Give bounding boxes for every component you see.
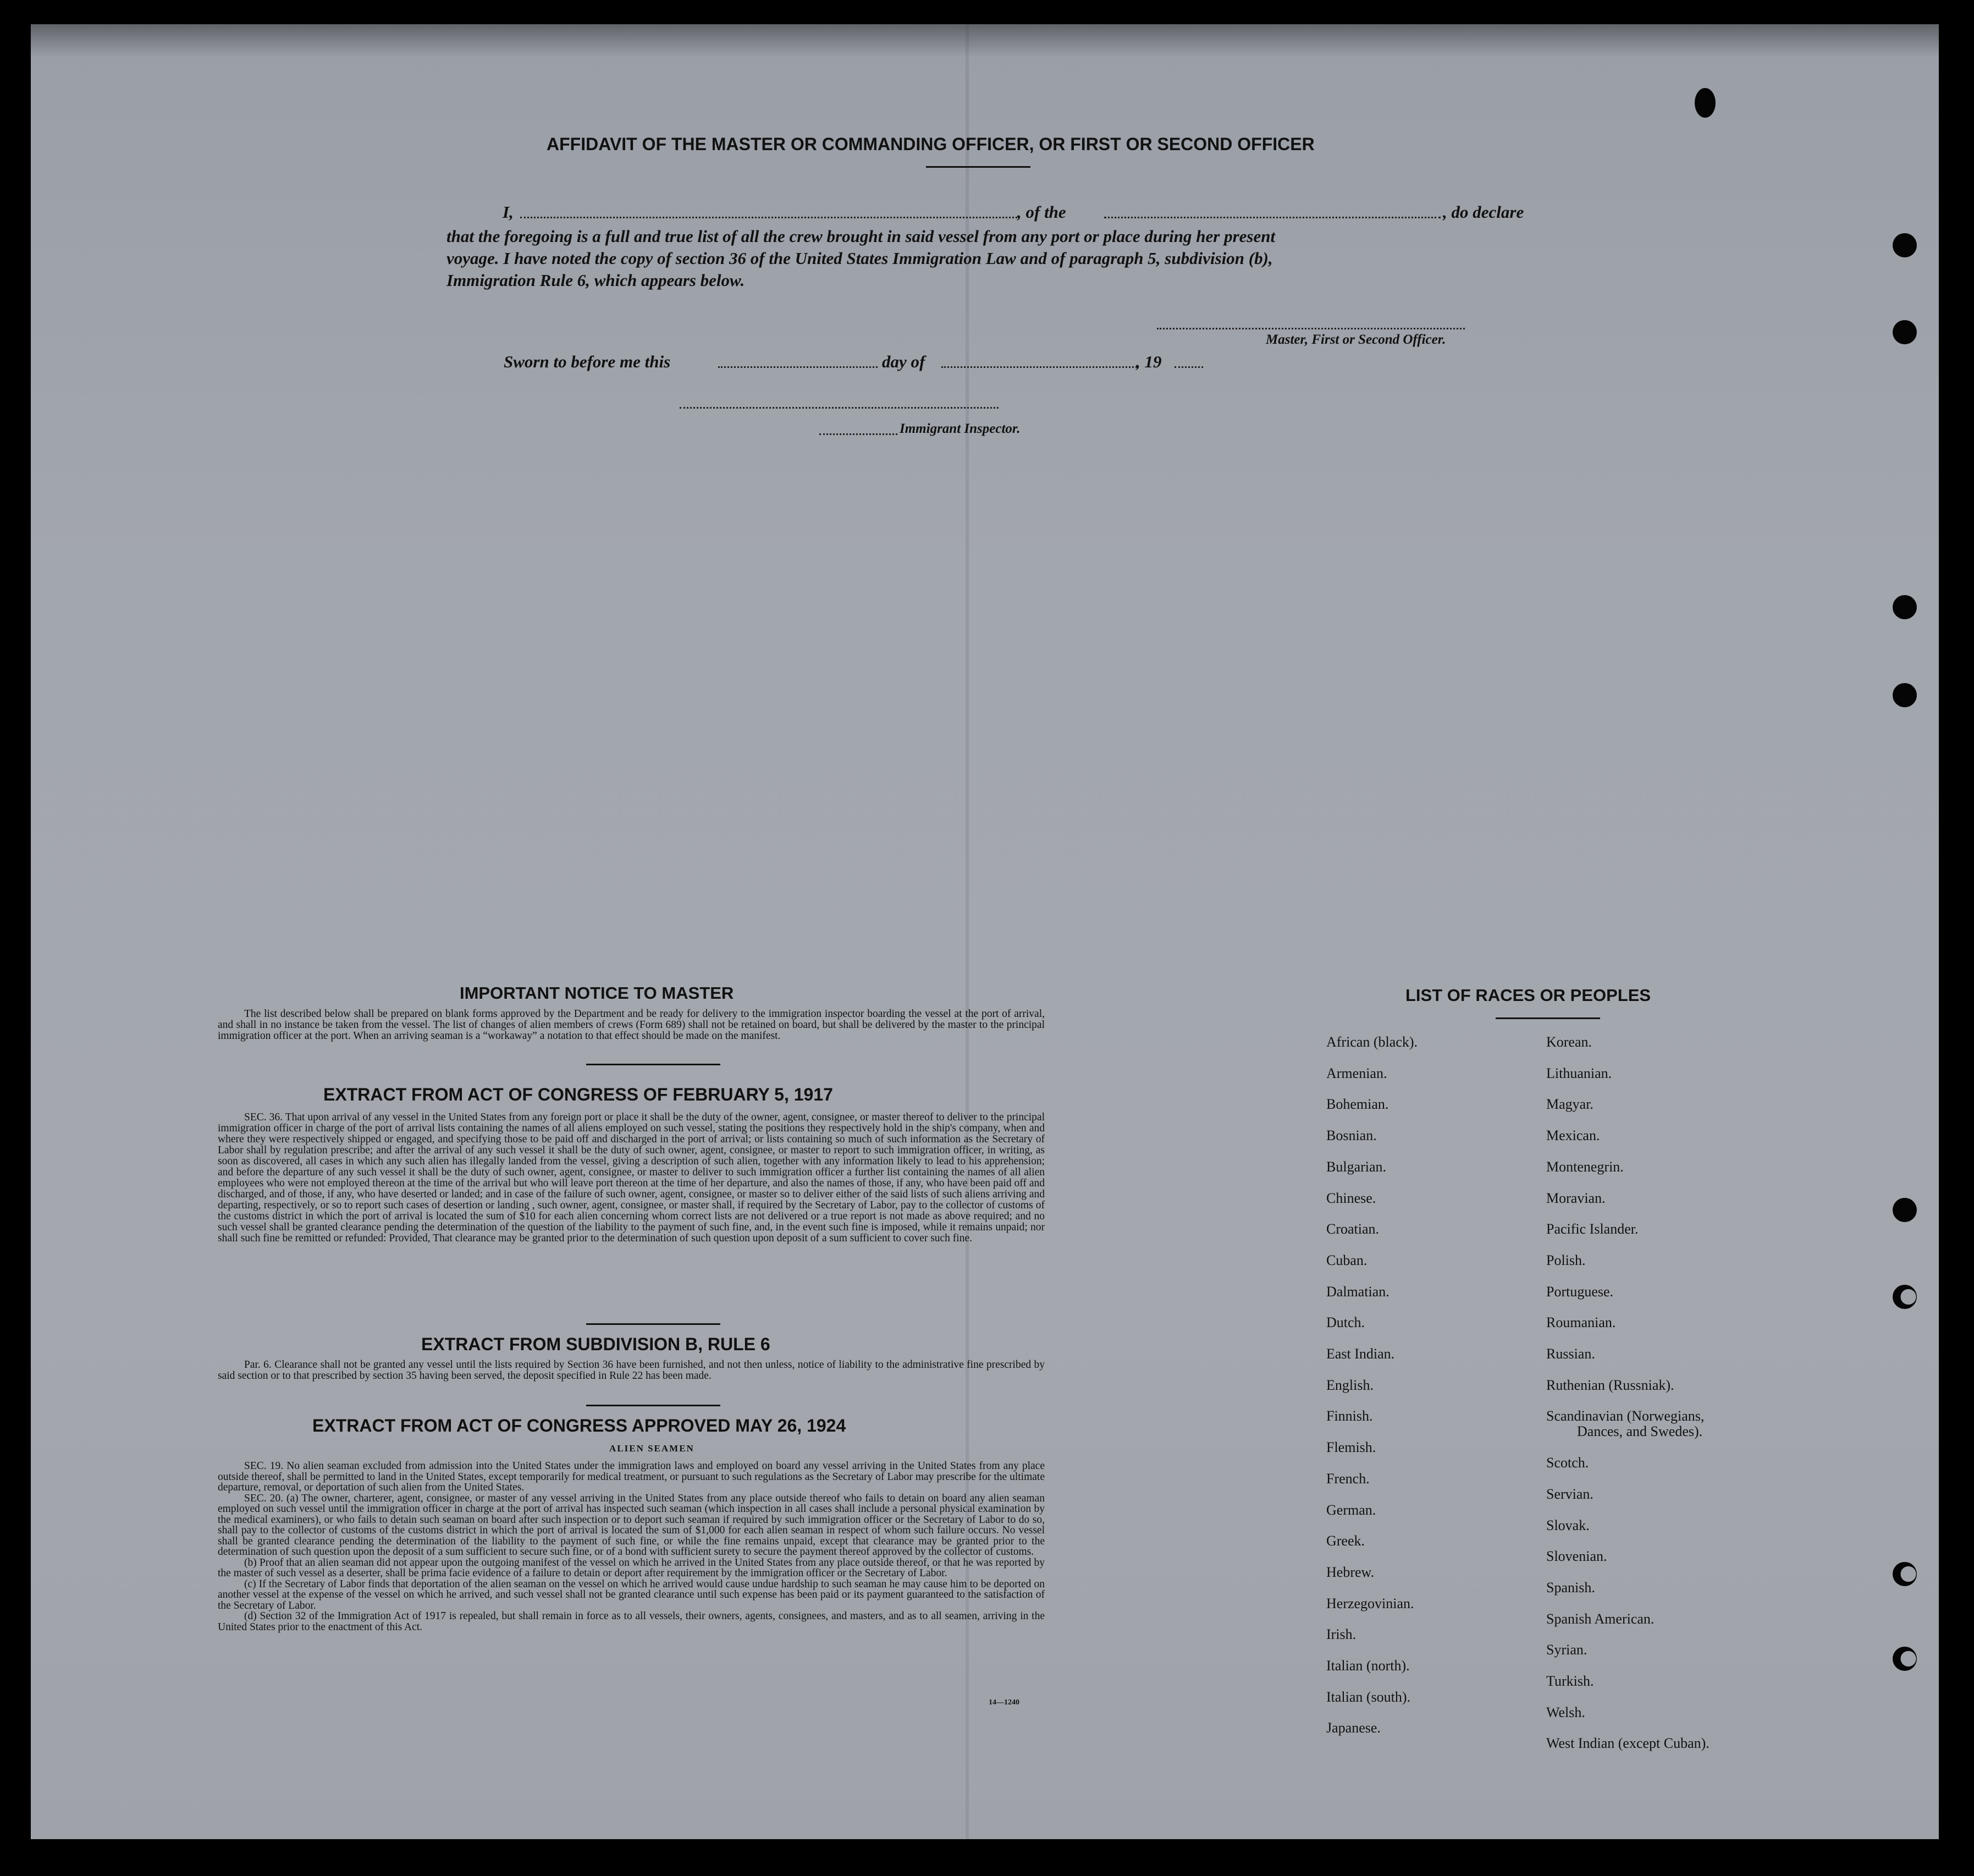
race-item: Dances, and Swedes). bbox=[1577, 1423, 1703, 1440]
race-item: Spanish. bbox=[1546, 1579, 1595, 1596]
race-item: Italian (north). bbox=[1326, 1658, 1410, 1674]
race-item: Bosnian. bbox=[1326, 1127, 1377, 1144]
race-item: Russian. bbox=[1546, 1346, 1595, 1362]
sec-20a-paragraph: SEC. 20. (a) The owner, charterer, agent, consignee, or master of any vessel arriving in the United States from any place outside thereof who fails to detain on board any alien seaman employed on such vessel until the immigration officer in charge at the port of arrival has inspected such seaman (which inspection in all cases shall include a personal physical examination by the medical examiners), or who fails to detain such seaman on board after such inspection or to deport such seaman if required by such immigration officer or the Secretary of Labor to do so, shall pay to the collector of customs of the customs district in which the port of arrival is located the sum of $1,000 for each alien seaman in respect of whom such failure occurs. No vessel shall be granted clearance pending the determination of the liability to the payment of such fine, or while the fine remains unpaid, except that clearance may be granted prior to the determination of such question upon the deposit of a sum sufficient to secure such fine, or of a bond with sufficient surety to secure the payment thereof approved by the collector of customs. bbox=[218, 1492, 1045, 1558]
name-blank[interactable] bbox=[520, 217, 1017, 218]
inspector-label: Immigrant Inspector. bbox=[900, 421, 1021, 436]
race-item: Scotch. bbox=[1546, 1455, 1589, 1471]
race-item: Turkish. bbox=[1546, 1673, 1594, 1689]
race-item: German. bbox=[1326, 1501, 1376, 1518]
extract-rule6-title: EXTRACT FROM SUBDIVISION B, RULE 6 bbox=[421, 1334, 770, 1354]
race-item: East Indian. bbox=[1326, 1346, 1395, 1362]
binder-hole bbox=[1893, 1285, 1917, 1309]
race-item: Ruthenian (Russniak). bbox=[1546, 1377, 1674, 1393]
binder-hole bbox=[1893, 595, 1917, 619]
notice-rule bbox=[586, 1064, 720, 1065]
sec-19-paragraph: SEC. 19. No alien seaman excluded from admission into the United States under the immigration laws and employed on board any vessel arriving in the United States from any place outside thereof, shall be permitted to land in the United States, except temporarily for medical treatment, or pursuant to such regulations as the Secretary of Labor may prescribe for the ultimate departure, removal, or deportation of such alien from the United States. bbox=[218, 1460, 1045, 1493]
affidavit-line-3: voyage. I have noted the copy of section 36 of the United States Immigration Law and of paragraph 5, subdivision (b), bbox=[446, 249, 1273, 268]
binder-hole bbox=[1893, 320, 1917, 344]
race-item: Pacific Islander. bbox=[1546, 1221, 1639, 1237]
signature-line[interactable] bbox=[1157, 328, 1465, 329]
notice-title: IMPORTANT NOTICE TO MASTER bbox=[460, 983, 734, 1003]
races-title: LIST OF RACES OR PEOPLES bbox=[1405, 986, 1651, 1005]
race-item: Croatian. bbox=[1326, 1221, 1380, 1237]
affidavit-line-4: Immigration Rule 6, which appears below. bbox=[446, 271, 745, 290]
race-item: Bulgarian. bbox=[1326, 1158, 1387, 1175]
race-item: Chinese. bbox=[1326, 1190, 1376, 1206]
sworn-day-blank[interactable] bbox=[718, 366, 878, 368]
sec-20d-paragraph: (d) Section 32 of the Immigration Act of 1917 is repealed, but shall remain in force as to all vessels, their owners, agents, consignees, and masters, and as to all seamen, arriving in the United States prior to the enactment of this Act. bbox=[218, 1610, 1045, 1633]
affidavit-of-the: , of the bbox=[1017, 202, 1066, 222]
affidavit-title: AFFIDAVIT OF THE MASTER OR COMMANDING OFFICER, OR FIRST OR SECOND OFFICER bbox=[547, 134, 1315, 154]
race-item: Bohemian. bbox=[1326, 1096, 1389, 1113]
form-number: 14—1240 bbox=[989, 1698, 1019, 1707]
binder-hole bbox=[1893, 1198, 1917, 1222]
affidavit-title-rule bbox=[926, 166, 1030, 168]
extract-1917-title: EXTRACT FROM ACT OF CONGRESS OF FEBRUARY 5, 1917 bbox=[323, 1085, 833, 1104]
extract-rule6-rule bbox=[586, 1405, 720, 1406]
race-item: Korean. bbox=[1546, 1034, 1592, 1050]
race-item: Finnish. bbox=[1326, 1408, 1373, 1424]
affidavit-do-declare: , do declare bbox=[1443, 202, 1524, 222]
extract-1924-title: EXTRACT FROM ACT OF CONGRESS APPROVED MAY 26, 1924 bbox=[312, 1416, 846, 1435]
extract-1917-rule bbox=[586, 1323, 720, 1325]
affidavit-i: I, bbox=[503, 202, 514, 222]
binder-hole bbox=[1893, 233, 1917, 257]
vessel-blank[interactable] bbox=[1104, 217, 1441, 218]
race-item: West Indian (except Cuban). bbox=[1546, 1735, 1710, 1752]
race-item: French. bbox=[1326, 1470, 1370, 1487]
race-item: Moravian. bbox=[1546, 1190, 1606, 1206]
sworn-year-blank[interactable] bbox=[1175, 366, 1203, 368]
binder-hole bbox=[1893, 683, 1917, 707]
race-item: Syrian. bbox=[1546, 1642, 1587, 1658]
race-item: Roumanian. bbox=[1546, 1314, 1616, 1331]
race-item: Flemish. bbox=[1326, 1439, 1376, 1456]
inspector-short-line[interactable] bbox=[819, 433, 897, 435]
race-item: Cuban. bbox=[1326, 1252, 1368, 1268]
sworn-prefix: Sworn to before me this bbox=[504, 352, 671, 371]
races-title-rule bbox=[1496, 1017, 1600, 1019]
race-item: Scandinavian (Norwegians, bbox=[1546, 1408, 1705, 1424]
binder-hole bbox=[1893, 1562, 1917, 1586]
race-item: Polish. bbox=[1546, 1252, 1586, 1268]
extract-1924-subtitle: ALIEN SEAMEN bbox=[609, 1443, 694, 1454]
extract-rule6-text: Par. 6. Clearance shall not be granted any vessel until the lists required by Section 36 have been furnished, and not then unless, notice of liability to the administrative fine prescribed by said section or to that prescribed by section 35 having been served, the deposit specified in Rule 22 has been made. bbox=[218, 1359, 1045, 1382]
sworn-year: , 19 bbox=[1136, 352, 1162, 371]
race-item: Montenegrin. bbox=[1546, 1158, 1624, 1175]
sec-20b-paragraph: (b) Proof that an alien seaman did not appear upon the outgoing manifest of the vessel on which he arrived in the United States from any place outside thereof, or that he was reported by the master of such vessel as a deserter, shall be prima facie evidence of a failure to detain or deport after requirement by the immigration officer or the Secretary of Labor. bbox=[218, 1556, 1045, 1579]
race-item: Servian. bbox=[1546, 1486, 1593, 1502]
race-item: African (black). bbox=[1326, 1034, 1418, 1050]
sworn-day-of: day of bbox=[882, 352, 925, 371]
extract-1917-text: SEC. 36. That upon arrival of any vessel in the United States from any foreign port or place it shall be the duty of the owner, agent, consignee, or master thereof to deliver to the principal immigration officer in charge of the port of arrival lists containing the names of all aliens employed on such vessel, stating the positions they respectively hold in the ship's company, when and where they were respectively shipped or engaged, and specifying those to be paid off and discharged in the port of arrival; or lists containing so much of such information as the Secretary of Labor shall by regulation prescribe; and after the arrival of any such vessel it shall be the duty of such owner, agent, consignee, or master to report to such immigration officer, in writing, as soon as discovered, all cases in which any such alien has illegally landed from the vessel, giving a description of such alien, together with any information likely to lead to his apprehension; and before the departure of any such vessel it shall be the duty of such owner, agent, consignee, or master to deliver to such immigration officer a further list containing the names of all alien employees who were not employed thereon at the time of the arrival but who will leave port thereon at the time of her departure, and also the names of those, if any, who have been paid off and discharged, and of those, if any, who have deserted or landed; and in case of the failure of such owner, agent, consignee, or master so to deliver either of the said lists of such aliens arriving and departing, respectively, or so to report such cases of desertion or landing , such owner, agent, consignee, or master shall, if required by the Secretary of Labor, pay to the collector of customs of the customs district in which the port of arrival is located the sum of $10 for each alien concerning whom correct lists are not delivered or a true report is not made as above required; and no such vessel shall be granted clearance pending the determination of the question of the liability to the payment of such fine, and, in the event such fine is imposed, while it remains unpaid; nor shall such fine be remitted or refunded: Provided, That clearance may be granted prior to the determination of such question upon deposit of a sum sufficient to cover such fine. bbox=[218, 1112, 1045, 1244]
race-item: Slovenian. bbox=[1546, 1548, 1607, 1565]
race-item: Japanese. bbox=[1326, 1720, 1381, 1736]
race-item: Italian (south). bbox=[1326, 1688, 1411, 1705]
notice-text: The list described below shall be prepared on blank forms approved by the Department and be ready for delivery to the immigration inspector boarding the vessel at the port of arrival, and shall in no instance be taken from the vessel. The list of changes of alien members of crews (Form 689) shall not be retained on board, but shall be delivered by the master to the principal immigration officer at the port. When an arriving seaman is a “workaway” a notation to that effect should be made on the manifest. bbox=[218, 1008, 1045, 1042]
race-item: Dutch. bbox=[1326, 1314, 1365, 1331]
race-item: Slovak. bbox=[1546, 1517, 1590, 1533]
sec-20c-paragraph: (c) If the Secretary of Labor finds that deportation of the alien seaman on the vessel on which he arrived would cause undue hardship to such seaman he may cause him to be deported on another vessel at the expense of the vessel on which he arrived, and such vessel shall not be granted clearance until such expense has been paid or its payment guaranteed to the satisfaction of the Secretary of Labor. bbox=[218, 1578, 1045, 1611]
document-page bbox=[31, 24, 1939, 1839]
race-item: Lithuanian. bbox=[1546, 1065, 1612, 1081]
race-item: Dalmatian. bbox=[1326, 1283, 1389, 1300]
inspector-signature-line[interactable] bbox=[680, 407, 999, 409]
race-item: Hebrew. bbox=[1326, 1564, 1375, 1580]
race-item: Portuguese. bbox=[1546, 1283, 1614, 1300]
affidavit-line-2: that the foregoing is a full and true list of all the crew brought in said vessel from any port or place during her present bbox=[446, 227, 1276, 246]
extract-1924-text bbox=[218, 1461, 1045, 1632]
race-item: Irish. bbox=[1326, 1626, 1357, 1643]
race-item: Mexican. bbox=[1546, 1127, 1600, 1144]
race-item: English. bbox=[1326, 1377, 1374, 1393]
binder-hole bbox=[1893, 1647, 1917, 1671]
signature-label: Master, First or Second Officer. bbox=[1266, 332, 1446, 347]
race-item: Herzegovinian. bbox=[1326, 1595, 1414, 1611]
sworn-month-blank[interactable] bbox=[941, 366, 1137, 368]
race-item: Welsh. bbox=[1546, 1704, 1585, 1720]
race-item: Greek. bbox=[1326, 1533, 1365, 1549]
race-item: Magyar. bbox=[1546, 1096, 1593, 1113]
race-item: Armenian. bbox=[1326, 1065, 1387, 1081]
binder-hole bbox=[1695, 88, 1716, 118]
race-item: Spanish American. bbox=[1546, 1610, 1655, 1627]
